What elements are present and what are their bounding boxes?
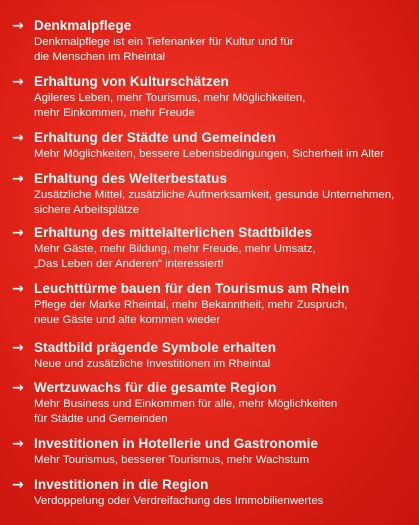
item-description: Pflege der Marke Rheintal, mehr Bekanntheit, mehr Zuspruch, neue Gäste und alte kommen wieder xyxy=(34,299,348,326)
item-description: Denkmalpflege ist ein Tiefenanker für Kultur und für die Menschen im Rheintal xyxy=(34,36,294,63)
item-title: Erhaltung des Welterbestatus xyxy=(34,171,228,186)
item-description: Mehr Gäste, mehr Bildung, mehr Freude, mehr Umsatz, „Das Leben der Anderen“ interessiert! xyxy=(34,243,316,270)
item-title: Denkmalpflege xyxy=(34,18,132,33)
arrow-right-icon: → xyxy=(12,477,24,493)
item-title: Erhaltung der Städte und Gemeinden xyxy=(34,130,276,145)
arrow-right-icon: → xyxy=(12,171,24,187)
arrow-right-icon: → xyxy=(12,18,24,34)
arrow-right-icon: → xyxy=(12,281,24,297)
item-title: Leuchttürme bauen für den Tourismus am Rhein xyxy=(34,281,350,296)
item-description: Zusätzliche Mittel, zusätzliche Aufmerksamkeit, gesunde Unternehmen, sichere Arbeitsplätze xyxy=(34,189,395,216)
arrow-right-icon: → xyxy=(12,130,24,146)
item-title: Erhaltung des mittelalterlichen Stadtbildes xyxy=(34,225,313,240)
arrow-right-icon: → xyxy=(12,340,24,356)
arrow-right-icon: → xyxy=(12,380,24,396)
arrow-right-icon: → xyxy=(12,225,24,241)
item-description: Neue und zusätzliche Investitionen im Rheintal xyxy=(34,358,271,370)
item-description: Mehr Tourismus, besserer Tourismus, mehr Wachstum xyxy=(34,454,310,466)
item-title: Stadtbild prägende Symbole erhalten xyxy=(34,340,277,355)
item-description: Mehr Möglichkeiten, bessere Lebensbedingungen, Sicherheit im Alter xyxy=(34,148,385,160)
item-title: Investitionen in die Region xyxy=(34,477,209,492)
item-description: Agileres Leben, mehr Tourismus, mehr Möglichkeiten, mehr Einkommen, mehr Freude xyxy=(34,92,306,119)
item-title: Wertzuwachs für die gesamte Region xyxy=(34,380,277,395)
arrow-right-icon: → xyxy=(12,74,24,90)
item-title: Erhaltung von Kulturschätzen xyxy=(34,74,229,89)
arrow-right-icon: → xyxy=(12,436,24,452)
item-description: Mehr Business und Einkommen für alle, mehr Möglichkeiten für Städte und Gemeinden xyxy=(34,398,338,425)
item-description: Verdoppelung oder Verdreifachung des Immobilienwertes xyxy=(34,495,324,507)
item-title: Investitionen in Hotellerie und Gastronomie xyxy=(34,436,319,451)
